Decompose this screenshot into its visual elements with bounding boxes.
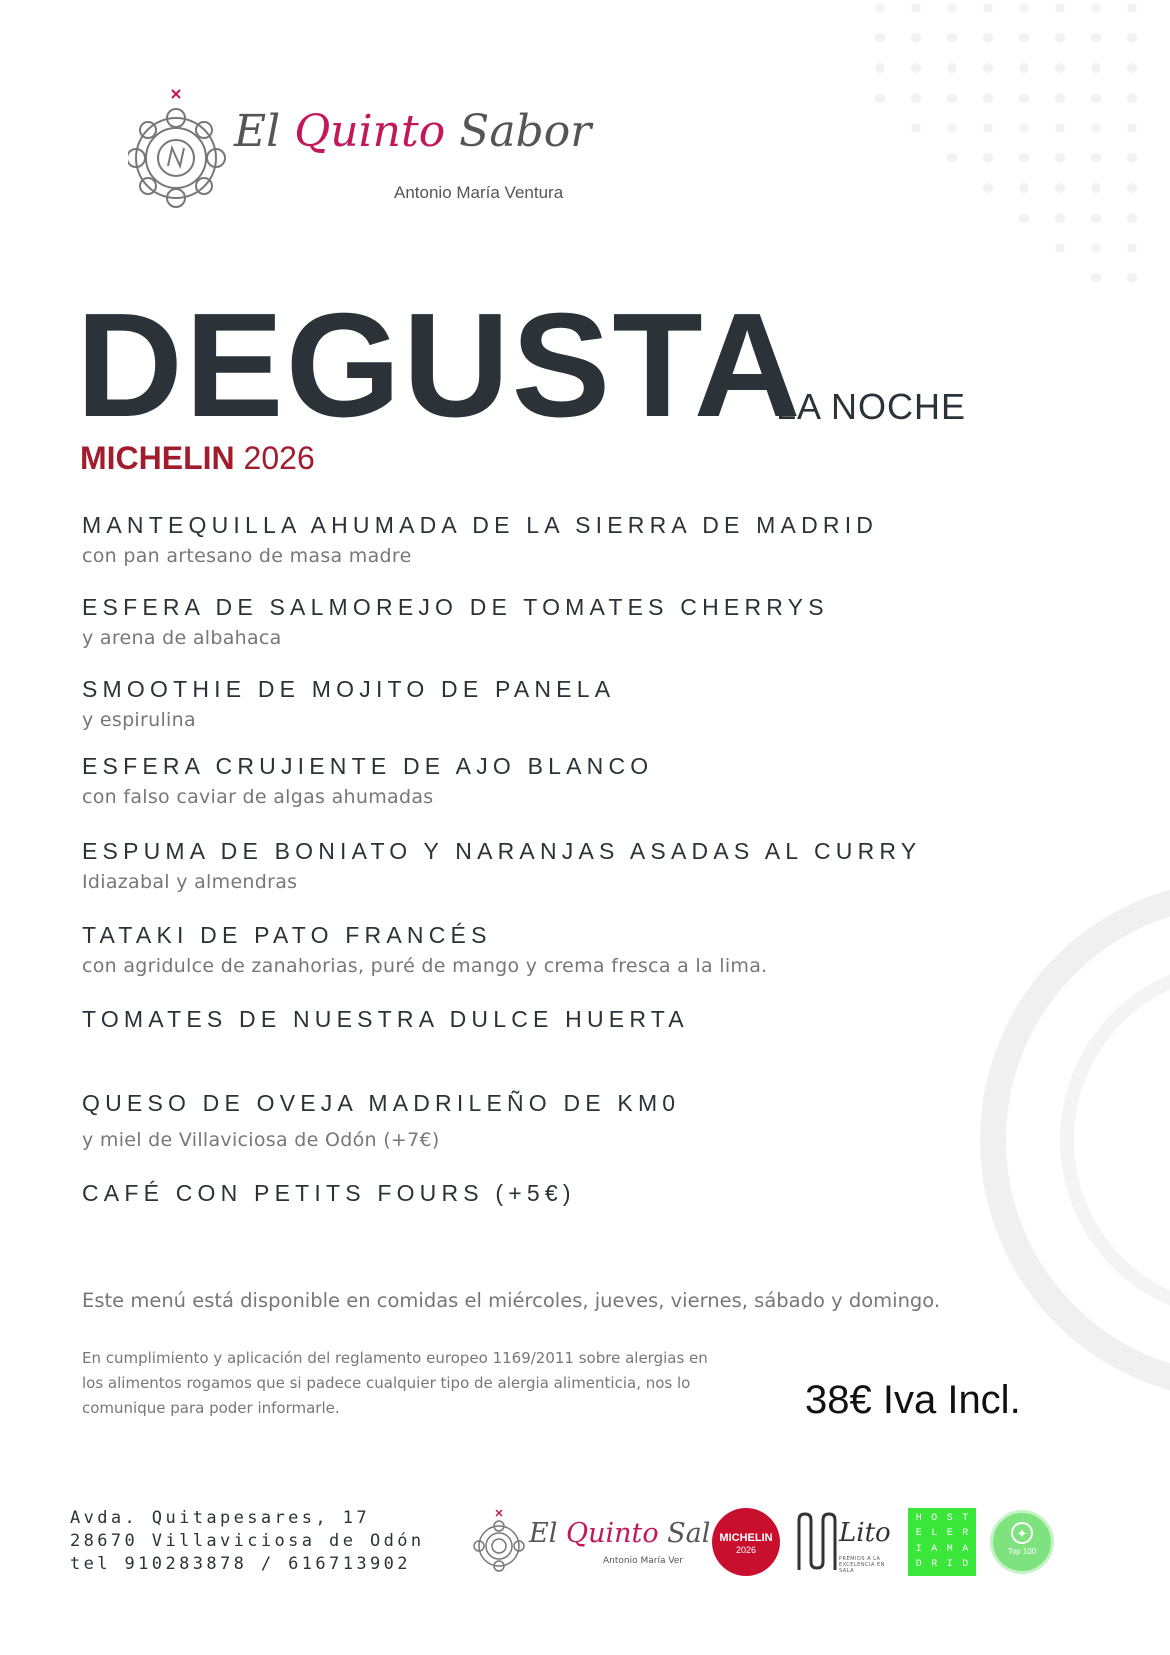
allergy-note: En cumplimiento y aplicación del reglamento europeo 1169/2011 sobre alergias en los alimentos rogamos que si padece cualquier tipo de alergia alimenticia, nos lo comunique para poder informarle.: [82, 1349, 708, 1417]
lito-m-icon: [795, 1512, 839, 1574]
decoration-dot: [1127, 33, 1137, 43]
lito-award-badge: [795, 1512, 895, 1574]
menu-price: 38€ Iva Incl.: [805, 1378, 1021, 1422]
menu-item-description: con agridulce de zanahorias, puré de mango y crema fresca a la lima.: [82, 955, 768, 977]
decoration-dot: [1091, 153, 1101, 163]
decoration-dot: [1019, 3, 1029, 13]
decoration-dot: [1055, 153, 1065, 163]
top-100-label: Top 100: [1007, 1547, 1037, 1556]
badge-letter: I: [946, 1559, 953, 1571]
decoration-dot: [947, 153, 957, 163]
badge-letter: M: [946, 1543, 953, 1555]
mandala-logo-icon: [128, 86, 228, 216]
badge-letter: I: [915, 1543, 922, 1555]
decoration-dot: [1091, 3, 1101, 13]
decoration-dot: [1127, 243, 1137, 253]
badge-letter: D: [915, 1559, 922, 1571]
menu-item-name: ESFERA DE SALMOREJO DE TOMATES CHERRYS: [82, 594, 829, 620]
badge-letter: E: [946, 1528, 953, 1540]
decoration-dot: [1055, 183, 1065, 193]
badge-letter: O: [931, 1512, 938, 1524]
decoration-dot: [1091, 183, 1101, 193]
decoration-dot: [1091, 33, 1101, 43]
decoration-dot: [1091, 123, 1101, 133]
menu-item: [82, 1180, 576, 1207]
menu-item: [82, 1006, 689, 1033]
decoration-dot: [1091, 243, 1101, 253]
decoration-dot: [1091, 63, 1101, 73]
menu-item-name: ESFERA CRUJIENTE DE AJO BLANCO: [82, 753, 654, 779]
badge-letter: H: [915, 1512, 922, 1524]
menu-item-name: TATAKI DE PATO FRANCÉS: [82, 922, 492, 948]
footer-restaurant-name: El Quinto Sal: [529, 1518, 711, 1549]
restaurant-name: El Quinto Sabor: [234, 106, 592, 157]
decoration-dot: [1019, 33, 1029, 43]
decoration-dot: [1019, 93, 1029, 103]
decoration-dot: [1127, 3, 1137, 13]
decoration-dot: [947, 93, 957, 103]
menu-item-name: TOMATES DE NUESTRA DULCE HUERTA: [82, 1006, 689, 1032]
top-100-badge: [990, 1510, 1054, 1574]
menu-item-description: con pan artesano de masa madre: [82, 545, 412, 567]
decoration-dot: [1019, 213, 1029, 223]
badge-letter: S: [946, 1512, 953, 1524]
menu-item-description: y arena de albahaca: [82, 627, 282, 649]
decoration-dot: [911, 3, 921, 13]
decoration-dot: [1019, 63, 1029, 73]
availability-note: Este menú está disponible en comidas el miércoles, jueves, viernes, sábado y domingo.: [82, 1289, 941, 1312]
menu-item-name: ESPUMA DE BONIATO Y NARANJAS ASADAS AL CURRY: [82, 838, 922, 864]
phone-line: tel 910283878 / 616713902: [70, 1554, 411, 1574]
michelin-label: MICHELIN 2026: [80, 440, 315, 476]
decoration-dot: [1127, 153, 1137, 163]
menu-subtitle: LA NOCHE: [776, 386, 967, 427]
address-line: 28670 Villaviciosa de Odón: [70, 1531, 425, 1551]
decoration-dot: [983, 63, 993, 73]
decoration-dot: [983, 3, 993, 13]
decoration-dot: [983, 123, 993, 133]
badge-letter: L: [931, 1528, 938, 1540]
decoration-dot: [1091, 213, 1101, 223]
menu-item: [82, 1090, 680, 1151]
michelin-badge-year: 2026: [735, 1545, 757, 1555]
decoration-dot: [911, 123, 921, 133]
decoration-dot: [1019, 153, 1029, 163]
menu-item-name: SMOOTHIE DE MOJITO DE PANELA: [82, 676, 616, 702]
footer-restaurant-logo: [473, 1508, 711, 1574]
fork-knife-icon: ✦: [1011, 1522, 1033, 1544]
menu-item-name: CAFÉ CON PETITS FOURS (+5€): [82, 1180, 576, 1206]
decoration-dot: [947, 33, 957, 43]
menu-item-description: y espirulina: [82, 709, 196, 731]
decoration-dot: [947, 3, 957, 13]
address-line: Avda. Quitapesares, 17: [70, 1508, 370, 1528]
menu-item: [82, 838, 921, 893]
menu-item: [82, 512, 878, 567]
decoration-dot: [983, 153, 993, 163]
menu-item: [82, 676, 615, 731]
restaurant-logo: [128, 86, 608, 216]
contact-address: [70, 1507, 425, 1576]
menu-item-description: y miel de Villaviciosa de Odón (+7€): [82, 1129, 440, 1151]
decoration-dot: [1055, 3, 1065, 13]
decoration-dot: [1019, 123, 1029, 133]
menu-item-name: QUESO DE OVEJA MADRILEÑO DE KM0: [82, 1090, 681, 1116]
badge-letter: R: [962, 1528, 969, 1540]
decoration-dot: [983, 183, 993, 193]
menu-item-name: MANTEQUILLA AHUMADA DE LA SIERRA DE MADRID: [82, 512, 879, 538]
decoration-dot: [1127, 63, 1137, 73]
badge-letter: R: [931, 1559, 938, 1571]
menu-item: [82, 753, 653, 808]
decoration-dot: [1019, 183, 1029, 193]
decoration-dot: [911, 63, 921, 73]
michelin-badge: [712, 1508, 780, 1576]
badge-letter: D: [962, 1559, 969, 1571]
decoration-dot: [1055, 123, 1065, 133]
decoration-dot: [1091, 93, 1101, 103]
decoration-dot: [1055, 243, 1065, 253]
dot-pattern-decoration: [840, 0, 1170, 290]
decoration-dot: [875, 3, 885, 13]
menu-item: [82, 922, 768, 977]
decoration-dot: [911, 33, 921, 43]
decoration-dot: [1055, 33, 1065, 43]
decoration-dot: [1055, 63, 1065, 73]
decoration-dot: [947, 123, 957, 133]
decoration-dot: [1127, 213, 1137, 223]
decoration-dot: [983, 33, 993, 43]
decoration-dot: [875, 63, 885, 73]
decoration-dot: [875, 93, 885, 103]
decoration-dot: [1091, 273, 1101, 283]
chef-name: Antonio María Ventura: [394, 183, 564, 202]
decoration-dot: [947, 63, 957, 73]
michelin-badge-label: MICHELIN: [719, 1532, 773, 1544]
mandala-logo-icon: [473, 1508, 525, 1574]
lito-word: Lito: [839, 1518, 891, 1548]
badge-letter: A: [931, 1543, 938, 1555]
footer-chef-name: Antonio María Ver: [603, 1556, 684, 1566]
decoration-dot: [1127, 183, 1137, 193]
decoration-dot: [1127, 123, 1137, 133]
menu-title: DEGUSTA: [76, 283, 803, 448]
decoration-dot: [983, 93, 993, 103]
decoration-dot: [911, 93, 921, 103]
hosteleria-madrid-badge: [908, 1508, 976, 1576]
decoration-dot: [1127, 93, 1137, 103]
menu-item-description: Idiazabal y almendras: [82, 871, 298, 893]
badge-letter: A: [962, 1543, 969, 1555]
decoration-dot: [1055, 93, 1065, 103]
menu-item: [82, 594, 829, 649]
lito-subtitle: PREMIOS A LA EXCELENCIA EN SALA: [839, 1556, 885, 1574]
menu-item-description: con falso caviar de algas ahumadas: [82, 786, 434, 808]
badge-letter: E: [915, 1528, 922, 1540]
decoration-dot: [1127, 273, 1137, 283]
badge-letter: T: [962, 1512, 969, 1524]
decoration-dot: [875, 33, 885, 43]
decoration-dot: [1055, 213, 1065, 223]
